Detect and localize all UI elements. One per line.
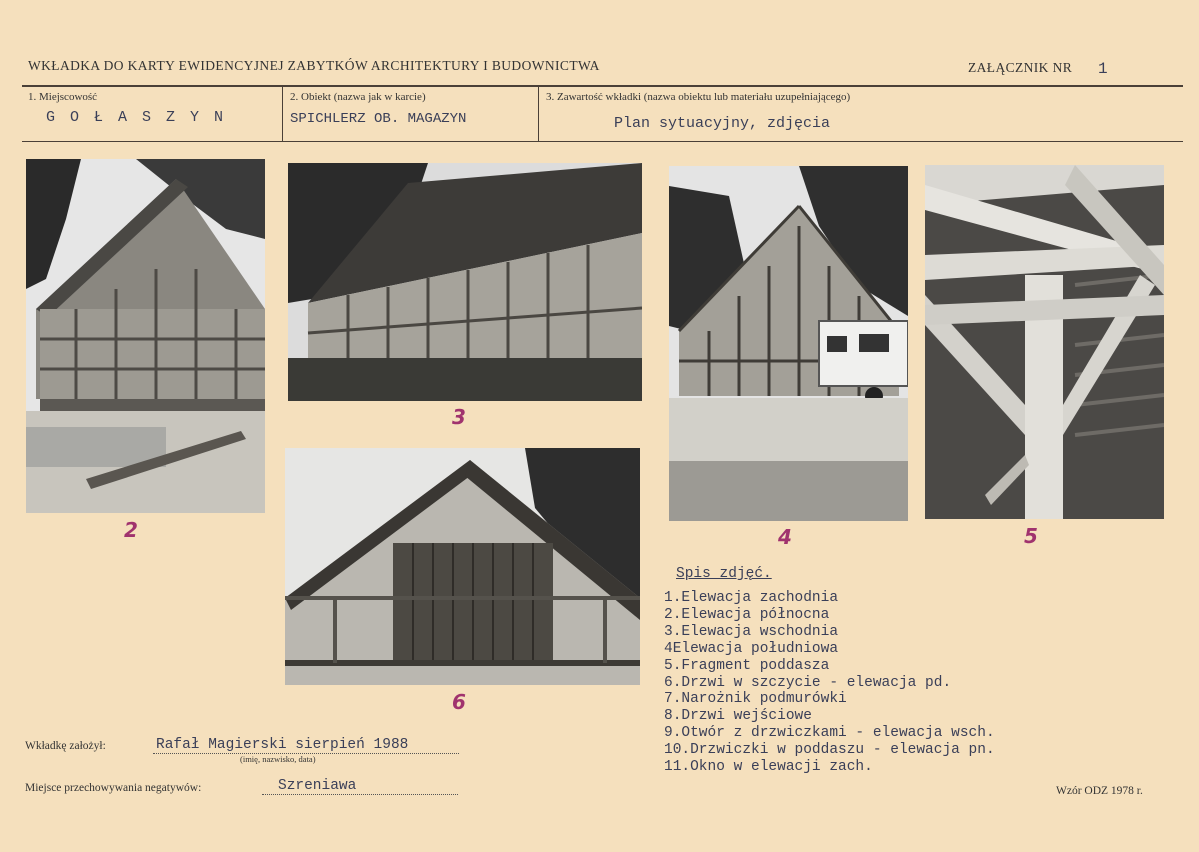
photo-list-title: Spis zdjęć.	[676, 566, 772, 582]
photo-5	[925, 165, 1164, 519]
field-divider-2	[538, 86, 539, 141]
photo-3	[288, 163, 642, 401]
locality-value: G O Ł A S Z Y N	[46, 109, 227, 126]
field-divider-1	[282, 86, 283, 141]
photo-list-item: 3.Elewacja wschodnia	[664, 623, 839, 640]
attachment-label: ZAŁĄCZNIK NR	[968, 60, 1073, 75]
contents-value: Plan sytuacyjny, zdjęcia	[614, 115, 831, 132]
founder-label: Wkładkę założył:	[25, 740, 106, 752]
photo-list-item: 8.Drzwi wejściowe	[664, 708, 812, 725]
photo-6-number: 6	[452, 690, 466, 714]
founder-value: Rafał Magierski sierpień 1988	[156, 737, 409, 753]
storage-value: Szreniawa	[278, 778, 357, 794]
photo-3-number: 3	[452, 405, 466, 429]
photo-list-item: 6.Drzwi w szczycie - elewacja pd.	[664, 674, 952, 691]
photo-list-item: 11.Okno w elewacji zach.	[664, 759, 873, 776]
contents-label: 3. Zawartość wkładki (nazwa obiektu lub materiału uzupełniającego)	[546, 91, 851, 103]
founder-hint: (imię, nazwisko, data)	[240, 754, 316, 764]
card-title: WKŁADKA DO KARTY EWIDENCYJNEJ ZABYTKÓW ARCHITEKTURY I BUDOWNICTWA	[28, 58, 600, 73]
locality-label: 1. Miejscowość	[28, 91, 98, 103]
photo-2-number: 2	[124, 518, 138, 542]
model-label: Wzór ODZ 1978 r.	[1056, 785, 1143, 797]
object-label: 2. Obiekt (nazwa jak w karcie)	[290, 91, 426, 103]
storage-label: Miejsce przechowywania negatywów:	[25, 782, 202, 794]
photo-4	[669, 166, 908, 521]
photo-list	[664, 590, 995, 776]
storage-line	[262, 794, 458, 795]
header-rule	[22, 85, 1183, 87]
photo-list-item: 1.Elewacja zachodnia	[664, 590, 839, 606]
attachment-number: 1	[1098, 60, 1108, 78]
photo-list-item: 2.Elewacja północna	[664, 606, 830, 623]
photo-list-item: 9.Otwór z drzwiczkami - elewacja wsch.	[664, 725, 995, 742]
photo-list-item: 5.Fragment poddasza	[664, 657, 830, 674]
photo-list-item: 10.Drzwiczki w poddaszu - elewacja pn.	[664, 742, 995, 759]
photo-6	[285, 448, 640, 685]
object-value: SPICHLERZ OB. MAGAZYN	[290, 111, 467, 127]
photo-list-item: 4Elewacja południowa	[664, 640, 839, 657]
photo-5-number: 5	[1024, 524, 1038, 548]
photo-4-number: 4	[778, 525, 792, 549]
photo-list-item: 7.Narożnik podmurówki	[664, 691, 847, 708]
fields-bottom-rule	[22, 141, 1183, 142]
photo-2	[26, 159, 265, 513]
